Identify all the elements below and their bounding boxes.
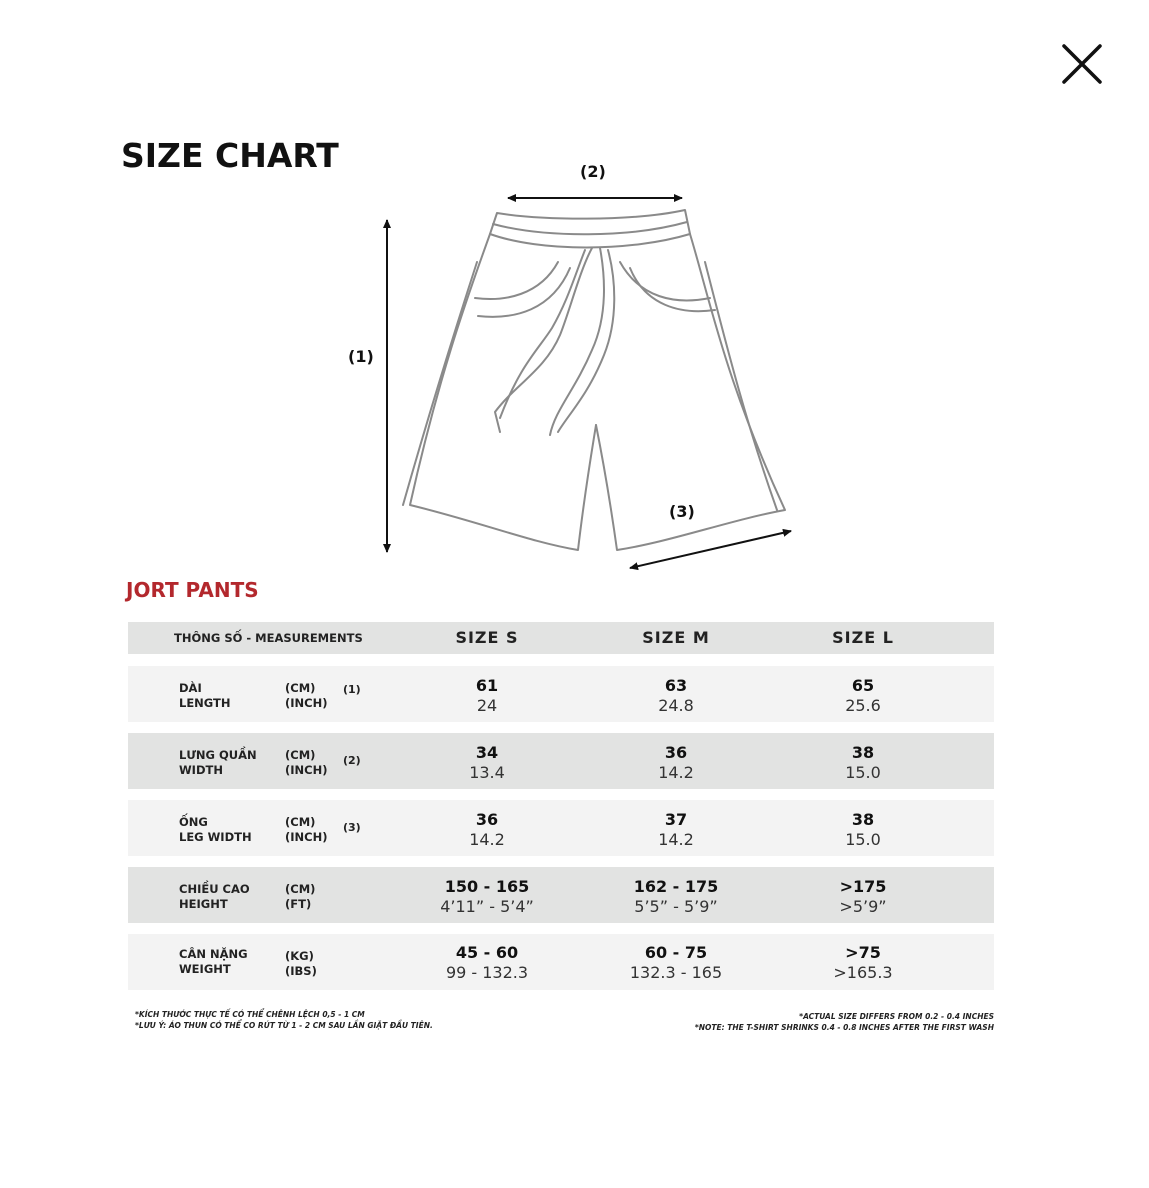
size-s-value (397, 877, 577, 917)
value-secondary: >165.3 (833, 963, 893, 982)
value-secondary: 24.8 (658, 696, 694, 715)
size-m-header: SIZE M (642, 628, 710, 647)
length-label: (1) (348, 347, 374, 366)
row-label-vi: CHIỀU CAO (179, 882, 250, 896)
size-s-value (397, 810, 577, 850)
unit-primary: (CM) (285, 681, 316, 695)
value-primary: 61 (475, 676, 499, 695)
size-l-header: SIZE L (832, 628, 894, 647)
row-units (285, 949, 317, 979)
size-s-value (397, 943, 577, 983)
value-primary: >175 (839, 877, 887, 896)
close-button[interactable] (1056, 38, 1108, 90)
value-secondary: 15.0 (845, 763, 881, 782)
row-units (285, 681, 327, 711)
size-s-value (397, 743, 577, 783)
table-row (128, 733, 994, 789)
table-row (128, 867, 994, 923)
row-label-vi: LƯNG QUẦN (179, 748, 257, 762)
row-label-en: WIDTH (179, 763, 223, 777)
unit-secondary: (IBS) (285, 964, 317, 978)
row-units (285, 748, 327, 778)
shorts-illustration (330, 150, 810, 580)
row-label-vi: ỐNG (179, 815, 208, 829)
size-l-value (773, 810, 953, 850)
row-label (179, 815, 252, 845)
table-header (128, 622, 994, 654)
table-row (128, 800, 994, 856)
unit-secondary: (FT) (285, 897, 312, 911)
row-ref: (2) (343, 754, 361, 767)
size-m-value (586, 743, 766, 783)
row-label (179, 882, 250, 912)
size-l-value (773, 743, 953, 783)
row-label-en: WEIGHT (179, 962, 231, 976)
note-line: *ACTUAL SIZE DIFFERS FROM 0.2 - 0.4 INCHES (799, 1012, 994, 1021)
value-secondary: 15.0 (845, 830, 881, 849)
width-label: (2) (580, 162, 606, 181)
size-m-value (586, 943, 766, 983)
unit-primary: (CM) (285, 748, 316, 762)
row-label-vi: CÂN NẶNG (179, 947, 248, 961)
value-primary: 65 (851, 676, 875, 695)
value-secondary: 25.6 (845, 696, 881, 715)
size-m-value (586, 877, 766, 917)
value-secondary: 24 (476, 696, 498, 715)
value-primary: 38 (851, 743, 875, 762)
unit-primary: (CM) (285, 882, 316, 896)
unit-primary: (CM) (285, 815, 316, 829)
note-line: *NOTE: THE T-SHIRT SHRINKS 0.4 - 0.8 INCHES AFTER THE FIRST WASH (694, 1023, 994, 1032)
value-primary: 45 - 60 (455, 943, 519, 962)
leg-width-arrow (630, 531, 791, 568)
row-label-en: HEIGHT (179, 897, 228, 911)
row-label-vi: DÀI (179, 681, 202, 695)
measurements-header: THÔNG SỐ - MEASUREMENTS (174, 631, 363, 645)
notes-english (695, 1011, 994, 1033)
size-l-value (773, 877, 953, 917)
value-primary: 162 - 175 (633, 877, 719, 896)
value-primary: 63 (664, 676, 688, 695)
row-ref: (1) (343, 683, 361, 696)
leg-width-label: (3) (669, 502, 695, 521)
row-units (285, 815, 327, 845)
value-primary: 36 (664, 743, 688, 762)
product-name: JORT PANTS (126, 578, 259, 602)
value-primary: >75 (845, 943, 881, 962)
row-label-en: LENGTH (179, 696, 231, 710)
value-secondary: 14.2 (658, 830, 694, 849)
value-primary: 36 (475, 810, 499, 829)
row-label (179, 947, 248, 977)
row-units (285, 882, 315, 912)
value-primary: 34 (475, 743, 499, 762)
row-label (179, 748, 257, 778)
unit-secondary: (INCH) (285, 696, 328, 710)
table-row (128, 666, 994, 722)
size-l-value (773, 943, 953, 983)
size-m-value (586, 676, 766, 716)
value-secondary: 4’11” - 5’4” (440, 897, 534, 916)
unit-secondary: (INCH) (285, 830, 328, 844)
value-secondary: 13.4 (469, 763, 505, 782)
page-title: SIZE CHART (121, 136, 339, 175)
size-s-header: SIZE S (455, 628, 519, 647)
size-l-value (773, 676, 953, 716)
size-s-value (397, 676, 577, 716)
value-secondary: 14.2 (469, 830, 505, 849)
value-secondary: 99 - 132.3 (445, 963, 529, 982)
value-secondary: 132.3 - 165 (629, 963, 723, 982)
shorts-diagram (330, 150, 810, 580)
note-line: *KÍCH THƯỚC THỰC TẾ CÓ THỂ CHÊNH LỆCH 0,5 - 1 CM (135, 1010, 365, 1019)
value-secondary: 5’5” - 5’9” (634, 897, 718, 916)
close-icon (1056, 38, 1108, 90)
row-label (179, 681, 231, 711)
unit-primary: (KG) (285, 949, 314, 963)
value-primary: 37 (664, 810, 688, 829)
value-secondary: >5’9” (839, 897, 887, 916)
value-primary: 150 - 165 (444, 877, 530, 896)
notes-vietnamese (135, 1009, 433, 1031)
value-secondary: 14.2 (658, 763, 694, 782)
table-row (128, 934, 994, 990)
note-line: *LƯU Ý: ÁO THUN CÓ THỂ CO RÚT TỪ 1 - 2 CM SAU LẦN GIẶT ĐẦU TIÊN. (135, 1021, 433, 1030)
unit-secondary: (INCH) (285, 763, 328, 777)
row-label-en: LEG WIDTH (179, 830, 252, 844)
value-primary: 38 (851, 810, 875, 829)
row-ref: (3) (343, 821, 361, 834)
value-primary: 60 - 75 (644, 943, 708, 962)
size-m-value (586, 810, 766, 850)
